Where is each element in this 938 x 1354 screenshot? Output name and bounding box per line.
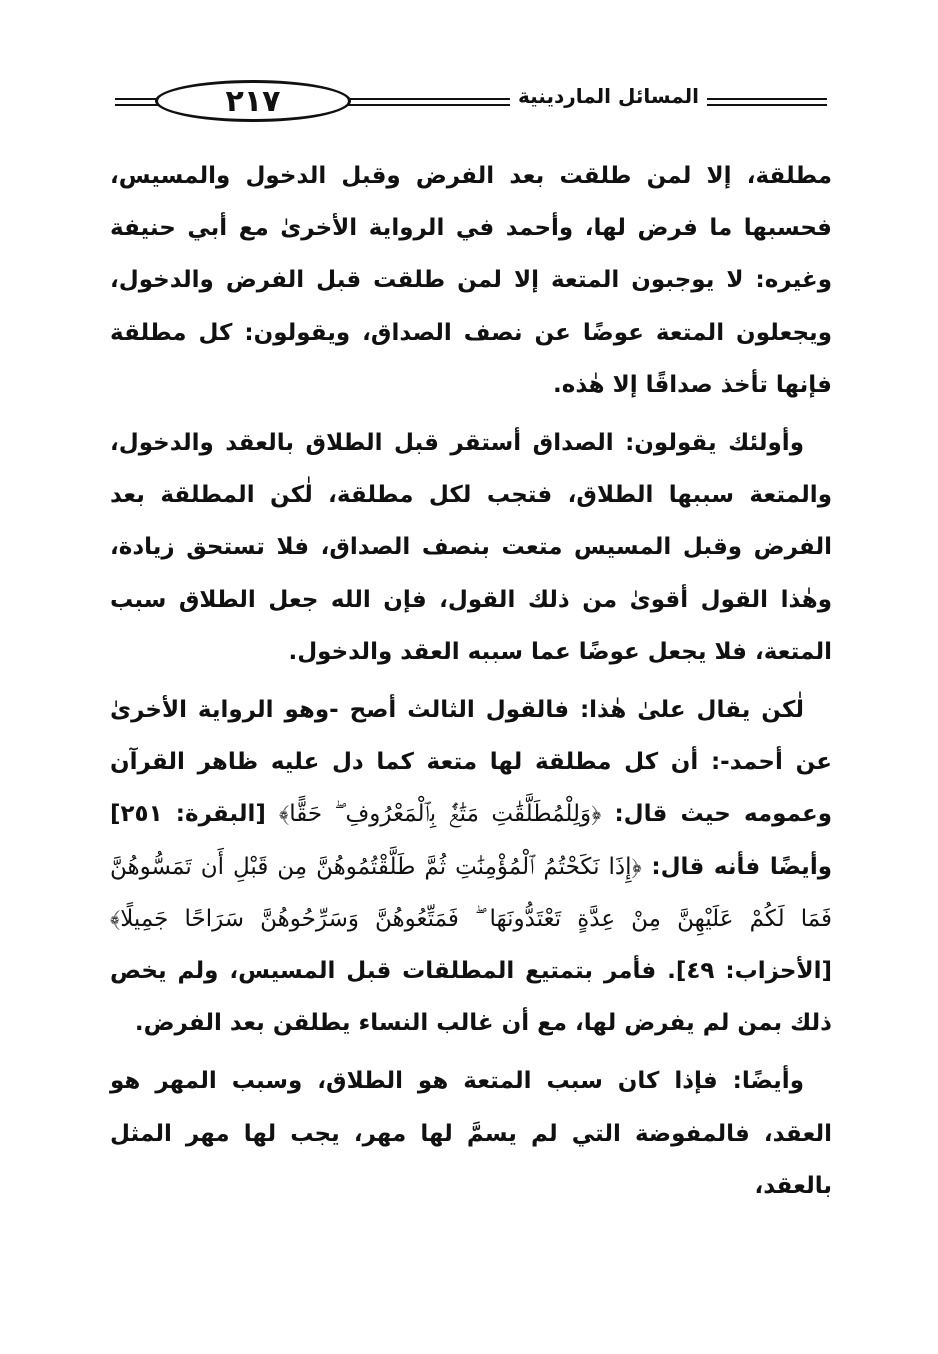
paragraph-1: مطلقة، إلا لمن طلقت بعد الفرض وقبل الدخول والمسيس، فحسبها ما فرض لها، وأحمد في الرواية الأخرىٰ مع أبي حنيفة وغيره: لا يوجبون المتعة إلا لمن طلقت قبل الفرض والدخول، ويجعلون المتعة عوضًا عن نصف الصداق، ويقولون: كل مطلقة فإنها تأخذ صداقًا إلا هٰذه. [110, 163, 832, 398]
header-rule-left-top [115, 98, 160, 100]
page-header [115, 78, 827, 128]
running-title: المسائل الماردينية [510, 84, 707, 108]
page-number: ٢١٧ [225, 83, 281, 119]
paragraph-2: وأولئك يقولون: الصداق أستقر قبل الطلاق بالعقد والدخول، والمتعة سببها الطلاق، فتجب لكل مطلقة، لٰكن المطلقة بعد الفرض وقبل المسيس متعت بنصف الصداق، فلا تستحق زيادة، وهٰذا القول أقوىٰ من ذلك القول، فإن الله جعل الطلاق سبب المتعة، فلا يجعل عوضًا عما سببه العقد والدخول. [110, 430, 832, 665]
paragraph-3 [110, 684, 832, 1049]
quran-verse-ahzab: ﴿إِذَا نَكَحْتُمُ ٱلْمُؤْمِنَٰتِ ثُمَّ طَلَّقْتُمُوهُنَّ مِن قَبْلِ أَن تَمَسُّوهُنَّ فَمَا لَكُمْ عَلَيْهِنَّ مِنْ عِدَّةٍ تَعْتَدُّونَهَا ۖ فَمَتِّعُوهُنَّ وَسَرِّحُوهُنَّ سَرَاحًا جَمِيلًا﴾ [110, 853, 832, 932]
paragraph-3-text-b: وأيضًا فأنه قال: [641, 853, 832, 880]
page-body [110, 150, 832, 1218]
page-number-badge [155, 80, 351, 122]
paragraph-4: وأيضًا: فإذا كان سبب المتعة هو الطلاق، وسبب المهر هو العقد، فالمفوضة التي لم يسمَّ لها مهر، يجب لها مهر المثل بالعقد، [110, 1068, 832, 1199]
paragraph-3-text-c: [الأحزاب: ٤٩]. فأمر بتمتيع المطلقات قبل المسيس، ولم يخص ذلك بمن لم يفرض لها، مع أن غالب النساء يطلقن بعد الفرض. [110, 958, 832, 1037]
quran-reference-baqarah: [البقرة: ٢٥١] [110, 801, 280, 828]
paragraph-3-text-a: لٰكن يقال علىٰ هٰذا: فالقول الثالث أصح -وهو الرواية الأخرىٰ عن أحمد-: أن كل مطلقة لها متعة كما دل عليه ظاهر القرآن وعمومه حيث قال: [110, 697, 832, 828]
header-rule-left-bottom [115, 104, 160, 106]
quran-verse-baqarah: ﴿وَلِلْمُطَلَّقَٰتِ مَتَٰعٌۢ بِٱلْمَعْرُوفِ ۖ حَقًّا﴾ [279, 801, 602, 828]
